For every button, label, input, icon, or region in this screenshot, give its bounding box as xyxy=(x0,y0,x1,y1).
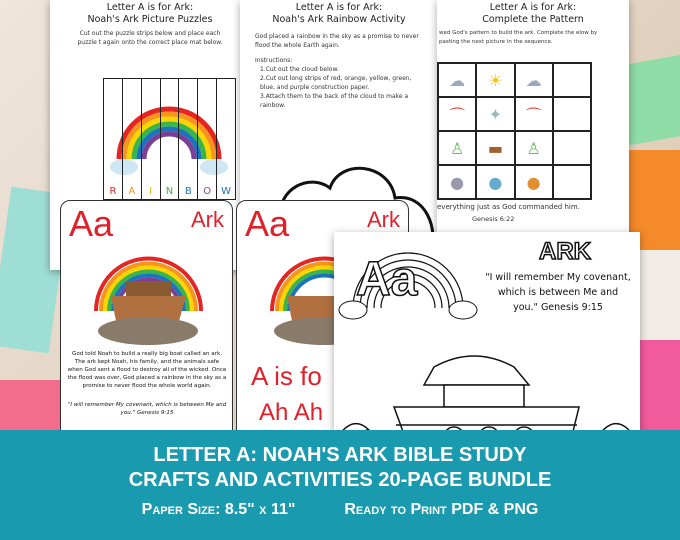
ark-icon: ▬ xyxy=(476,131,514,165)
card-story: God told Noah to build a really big boat called an ark. The ark kept Noah, his family, and the animals safe when God sent a flood to destroy all of the wicked. Once the flood was over, God placed a rainbow in the sky as a promise to never flood the whole world again. xyxy=(67,351,227,389)
paper-size: Paper Size: 8.5" x 11" xyxy=(141,501,296,518)
puzzle-letter: I xyxy=(149,186,153,197)
lion-icon: ● xyxy=(515,165,553,199)
puzzle-letter: A xyxy=(128,186,136,197)
puzzle-letter: O xyxy=(203,186,212,197)
banner-title: LETTER A: NOAH'S ARK BIBLE STUDY xyxy=(153,444,527,466)
flashcard-story xyxy=(60,200,233,440)
puzzle-title: Noah's Ark Picture Puzzles xyxy=(87,14,213,25)
product-banner xyxy=(0,430,680,540)
puzzle-strips xyxy=(103,78,236,200)
coloring-page xyxy=(334,232,640,448)
noah-icon: ♙ xyxy=(438,131,476,165)
puzzle-letter: N xyxy=(165,186,174,197)
card-letter: Aa xyxy=(245,203,290,244)
banner-subtitle: CRAFTS AND ACTIVITIES 20-PAGE BUNDLE xyxy=(128,469,552,491)
hippo-icon: ● xyxy=(438,165,476,199)
noah-icon: ♙ xyxy=(515,131,553,165)
card-line2: Ah Ah xyxy=(259,399,324,426)
empty-cell[interactable] xyxy=(553,63,591,97)
card-word: Ark xyxy=(367,207,400,232)
puzzle-letter: W xyxy=(221,186,232,197)
rainbow-heading: Letter A is for Ark: xyxy=(295,2,383,13)
pattern-instructions: wed God's pattern to build the ark. Complete the elow by pasting the next picture in the sequence. xyxy=(439,30,598,45)
rain-cloud-icon: ☁ xyxy=(438,63,476,97)
empty-cell[interactable] xyxy=(553,131,591,165)
rain-cloud-icon: ☁ xyxy=(515,63,553,97)
dove-icon: ✦ xyxy=(476,97,514,131)
step: 1.Cut out the cloud below. xyxy=(260,66,339,73)
card-letter: Aa xyxy=(69,203,114,244)
pattern-page xyxy=(437,0,629,236)
puzzle-heading: Letter A is for Ark: xyxy=(106,2,194,13)
card-line1: A is fo xyxy=(251,361,322,391)
puzzle-instructions: Cut out the puzzle strips below and place each puzzle t again onto the correct place mat below. xyxy=(77,30,223,46)
coloring-verse: "I will remember My covenant, which is between Me and you." Genesis 9:15 xyxy=(485,272,631,313)
rainbow-title: Noah's Ark Rainbow Activity xyxy=(272,14,406,25)
ready-to-print: Ready to Print PDF & PNG xyxy=(344,501,539,518)
empty-cell[interactable] xyxy=(553,165,591,199)
instructions-label: Instructions: xyxy=(255,57,293,64)
puzzle-letter: R xyxy=(109,186,117,197)
rainbow-intro: God placed a rainbow in the sky as a promise to never flood the whole Earth again. xyxy=(255,33,419,49)
pattern-grid xyxy=(437,62,592,200)
puzzle-letter: B xyxy=(184,186,192,197)
noahs-ark-illustration xyxy=(91,251,206,346)
empty-cell[interactable] xyxy=(553,97,591,131)
card-word: Ark xyxy=(191,207,224,232)
tracing-letters: Aa xyxy=(356,253,418,306)
pattern-title: Complete the Pattern xyxy=(482,14,584,25)
rainbow-icon: ⌒ xyxy=(515,97,553,131)
pattern-verse: everything just as God commanded him. xyxy=(437,203,580,211)
rainbow-icon: ⌒ xyxy=(438,97,476,131)
elephant-icon: ● xyxy=(476,165,514,199)
card-quote: "I will remember My covenant, which is between Me and you." Genesis 9:15 xyxy=(67,402,227,416)
step: 2.Cut out long strips of red, orange, yellow, green, blue, and purple construction paper. xyxy=(260,75,412,91)
pattern-heading: Letter A is for Ark: xyxy=(489,2,577,13)
pattern-reference: Genesis 6:22 xyxy=(472,215,515,223)
coloring-word: ARK xyxy=(539,238,591,265)
sun-icon: ☀ xyxy=(476,63,514,97)
step: 3.Attach them to the back of the cloud to make a rainbow. xyxy=(260,93,409,109)
